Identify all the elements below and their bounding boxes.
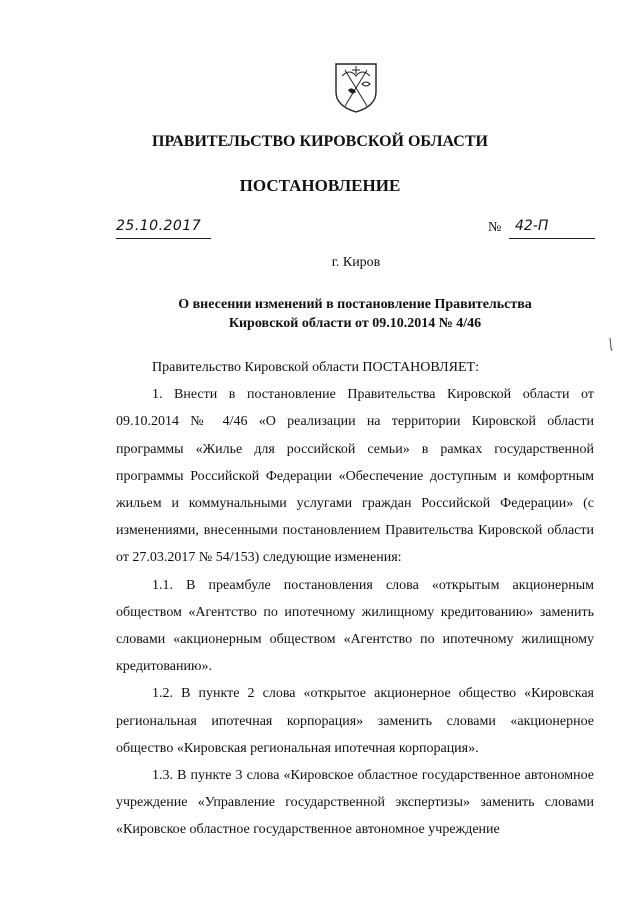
paragraph-1-2: 1.2. В пункте 2 слова «открытое акционерное общество «Кировская региональная ипотечная корпорация» заменить словами «акционерное общество «Кировская региональная ипотечная корпорация». (116, 686, 594, 756)
document-body (116, 354, 594, 844)
document-number: 42-П (515, 218, 549, 234)
document-title (130, 295, 580, 333)
paragraph-1-1: 1.1. В преамбуле постановления слова «открытым акционерным обществом «Агентство по ипотечному жилищному кредитованию» заменить словами «акционерным обществом «Агентство по ипотечному жилищному кредитованию». (116, 577, 594, 675)
paragraph-1-3: 1.3. В пункте 3 слова «Кировское областное государственное автономное учреждение «Управление государственной экспертизы» заменить словами «Кировское областное государственное автономное учреждение (116, 768, 594, 838)
document-date: 25.10.2017 (116, 218, 202, 234)
document-type-heading: ПОСТАНОВЛЕНИЕ (239, 176, 401, 195)
kirov-oblast-coat-of-arms-icon (332, 62, 380, 114)
city: г. Киров (331, 255, 381, 270)
preamble: Правительство Кировской области ПОСТАНОВЛЯЕТ: (152, 360, 479, 375)
title-line-2: Кировской области от 09.10.2014 № 4/46 (228, 316, 482, 331)
paragraph-1: 1. Внести в постановление Правительства Кировской области от 09.10.2014 № 4/46 «О реализации на территории Кировской области программы «Жилье для российской семьи» в рамках государственной программы Российской Федерации «Обеспечение доступным и комфортным жильем и коммунальными услугами граждан Российской Федерации» (с изменениями, внесенными постановлением Правительства Кировской области от 27.03.2017 № 54/153) следующие изменения: (116, 387, 594, 566)
number-sign: № (488, 220, 502, 235)
title-line-1: О внесении изменений в постановление Правительства (178, 297, 532, 312)
scan-artifact-mark (609, 338, 613, 352)
organization-heading: ПРАВИТЕЛЬСТВО КИРОВСКОЙ ОБЛАСТИ (152, 133, 488, 150)
